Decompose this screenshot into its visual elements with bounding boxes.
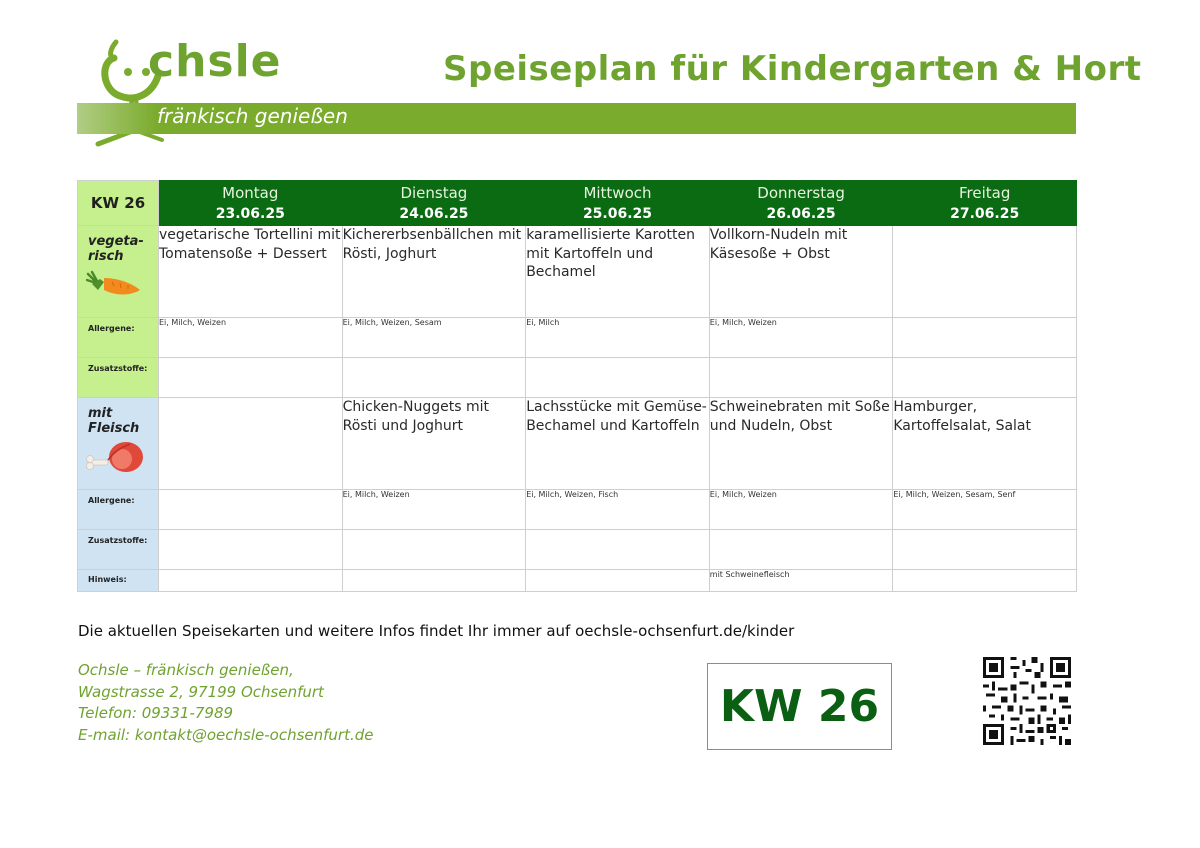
veg-additives-wednesday [526, 358, 710, 398]
day-date: 27.06.25 [950, 206, 1020, 222]
logo-wordmark: chsle [148, 36, 282, 87]
qr-code-icon [981, 657, 1073, 745]
day-header-monday [159, 181, 343, 226]
address-line: Telefon: 09331-7989 [78, 704, 234, 722]
meat-allergens-friday: Ei, Milch, Weizen, Sesam, Senf [893, 490, 1077, 530]
meat-additives-label-cell [78, 530, 159, 570]
meat-category-label: mit Fleisch [88, 406, 140, 436]
veg-allergens-friday [893, 318, 1077, 358]
meat-additives-tuesday [342, 530, 526, 570]
address-block [78, 660, 373, 746]
menu-table [77, 180, 1077, 592]
veg-allergens-tuesday: Ei, Milch, Weizen, Sesam [342, 318, 526, 358]
ham-icon [86, 440, 146, 474]
veg-allergens-label-cell [78, 318, 159, 358]
meat-meal-wednesday: Lachsstücke mit Gemüse-Bechamel und Kartoffeln [526, 398, 710, 490]
day-name: Donnerstag [757, 184, 845, 202]
veg-additives-label: Zusatzstoffe: [88, 364, 148, 373]
meat-allergens-label: Allergene: [88, 496, 135, 505]
day-name: Freitag [958, 184, 1011, 202]
meat-notes-tuesday [342, 570, 526, 592]
veg-meal-tuesday: Kichererbsenbällchen mit Rösti, Joghurt [342, 226, 526, 318]
meat-additives-friday [893, 530, 1077, 570]
meat-meal-row [78, 398, 1077, 490]
veg-category-label: vegeta- risch [88, 234, 144, 264]
meat-meal-thursday: Schweinebraten mit Soße und Nudeln, Obst [709, 398, 893, 490]
week-box: KW 26 [707, 663, 892, 750]
veg-additives-label-cell [78, 358, 159, 398]
day-date: 23.06.25 [215, 206, 285, 222]
veg-meal-wednesday: karamellisierte Karotten mit Kartoffeln und Bechamel [526, 226, 710, 318]
day-name: Montag [222, 184, 279, 202]
meat-additives-monday [159, 530, 343, 570]
day-header-tuesday [342, 181, 526, 226]
veg-allergens-monday: Ei, Milch, Weizen [159, 318, 343, 358]
address-line: E-mail: kontakt@oechsle-ochsenfurt.de [78, 725, 374, 744]
meat-notes-row [78, 570, 1077, 592]
day-header-thursday [709, 181, 893, 226]
meat-allergens-monday [159, 490, 343, 530]
address-line: Wagstrasse 2, 97199 Ochsenfurt [78, 682, 324, 701]
veg-additives-row [78, 358, 1077, 398]
meat-allergens-wednesday: Ei, Milch, Weizen, Fisch [526, 490, 710, 530]
day-name: Mittwoch [583, 184, 652, 202]
veg-additives-tuesday [342, 358, 526, 398]
meat-meal-tuesday: Chicken-Nuggets mit Rösti und Joghurt [342, 398, 526, 490]
veg-allergens-label: Allergene: [88, 324, 135, 333]
veg-additives-monday [159, 358, 343, 398]
meat-additives-thursday [709, 530, 893, 570]
meat-notes-wednesday [526, 570, 710, 592]
table-header-row [78, 181, 1077, 226]
meat-allergens-thursday: Ei, Milch, Weizen [709, 490, 893, 530]
day-header-wednesday [526, 181, 710, 226]
veg-meal-thursday: Vollkorn-Nudeln mit Käsesoße + Obst [709, 226, 893, 318]
veg-meal-row [78, 226, 1077, 318]
page-title: Speiseplan für Kindergarten & Hort [443, 49, 1142, 89]
veg-additives-thursday [709, 358, 893, 398]
meat-notes-monday [159, 570, 343, 592]
meat-additives-label: Zusatzstoffe: [88, 536, 148, 545]
veg-allergens-wednesday: Ei, Milch [526, 318, 710, 358]
meat-notes-thursday: mit Schweinefleisch [709, 570, 893, 592]
info-text: Die aktuellen Speisekarten und weitere Infos findet Ihr immer auf oechsle-ochsenfurt.de/kinder [78, 622, 795, 640]
meat-allergens-tuesday: Ei, Milch, Weizen [342, 490, 526, 530]
address-line: Ochsle – fränkisch genießen, [78, 661, 294, 679]
veg-meal-monday: vegetarische Tortellini mit Tomatensoße + Dessert [159, 226, 343, 318]
week-label: KW 26 [78, 181, 159, 226]
meat-notes-label-cell [78, 570, 159, 592]
day-date: 26.06.25 [766, 206, 836, 222]
veg-allergens-row [78, 318, 1077, 358]
meat-meal-friday: Hamburger, Kartoffelsalat, Salat [893, 398, 1077, 490]
meat-category-cell [78, 398, 159, 490]
veg-category-cell [78, 226, 159, 318]
day-date: 25.06.25 [582, 206, 653, 222]
veg-meal-friday [893, 226, 1077, 318]
day-header-friday [893, 181, 1077, 226]
meat-additives-wednesday [526, 530, 710, 570]
meat-allergens-row [78, 490, 1077, 530]
meat-meal-monday [159, 398, 343, 490]
header-band-fade [77, 103, 157, 134]
meat-notes-label: Hinweis: [88, 575, 127, 584]
veg-allergens-thursday: Ei, Milch, Weizen [709, 318, 893, 358]
day-name: Dienstag [400, 184, 468, 202]
day-date: 24.06.25 [399, 206, 469, 222]
meat-allergens-label-cell [78, 490, 159, 530]
meat-additives-row [78, 530, 1077, 570]
logo-tagline: fränkisch genießen [157, 104, 348, 128]
carrot-icon [86, 270, 142, 300]
veg-additives-friday [893, 358, 1077, 398]
meat-notes-friday [893, 570, 1077, 592]
